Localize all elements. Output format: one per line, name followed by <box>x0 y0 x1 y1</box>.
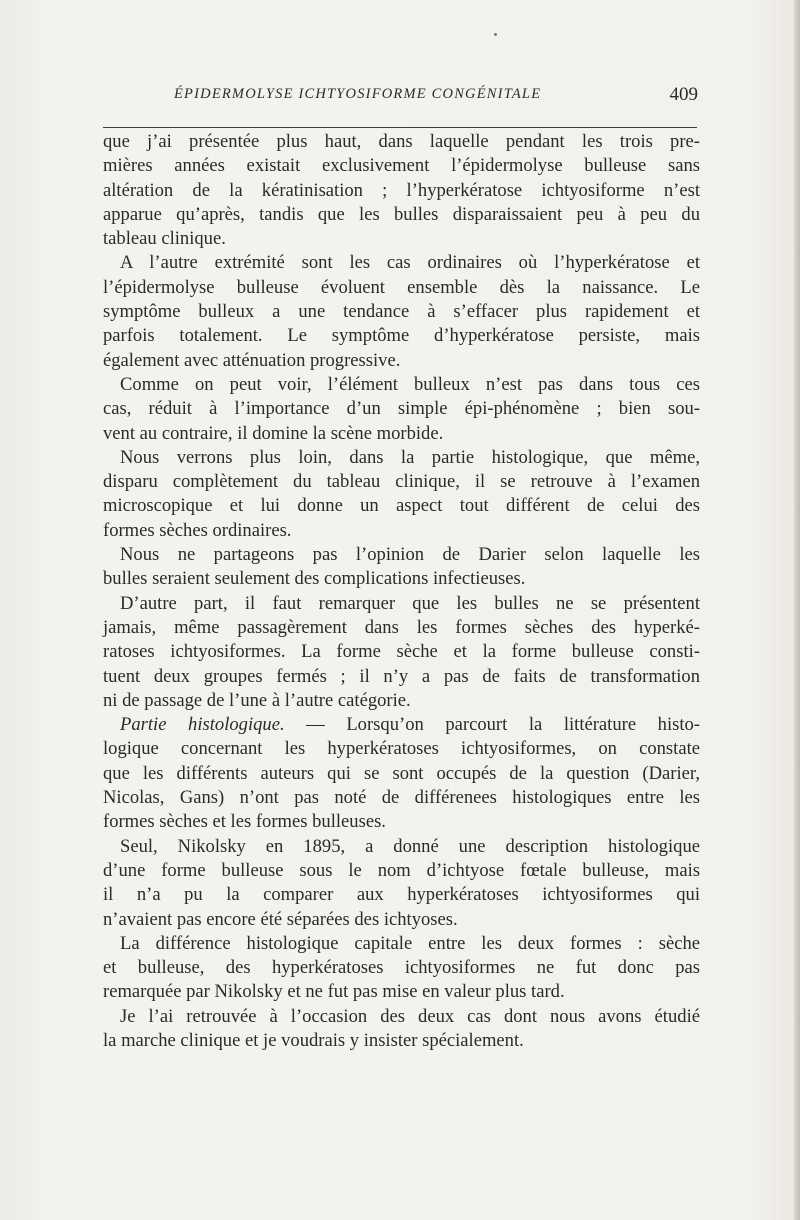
text-line: formes sèches et les formes bulleuses. <box>103 811 386 833</box>
section-line <box>103 713 700 737</box>
text-line: bulles seraient seulement des complications infectieuses. <box>103 568 526 590</box>
section-heading: Partie histologique. <box>120 714 285 736</box>
header-rule <box>103 127 697 128</box>
text-line: que les différents auteurs qui se sont occupés de la question (Darier, <box>103 762 700 784</box>
body-text <box>103 130 700 1053</box>
text-line: La différence histologique capitale entre les deux formes : sèche <box>120 932 700 954</box>
text-line: mières années existait exclusivement l’épidermolyse bulleuse sans <box>103 155 700 177</box>
text-line: cas, réduit à l’importance d’un simple épi-phénomène ; bien sou- <box>103 398 700 420</box>
text-line: vent au contraire, il domine la scène morbide. <box>103 422 444 444</box>
text-line: Nicolas, Gans) n’ont pas noté de différenees histologiques entre les <box>103 787 700 809</box>
text-line: altération de la kératinisation ; l’hyperkératose ichtyosiforme n’est <box>103 179 700 201</box>
text-line: et bulleuse, des hyperkératoses ichtyosiformes ne fut donc pas <box>103 957 700 979</box>
text-line: la marche clinique et je voudrais y insister spécialement. <box>103 1029 524 1051</box>
text-line: tableau clinique. <box>103 228 226 250</box>
text-line: Nous verrons plus loin, dans la partie histologique, que même, <box>120 446 700 468</box>
text-line: que j’ai présentée plus haut, dans laquelle pendant les trois pre- <box>103 131 700 152</box>
text-line: Seul, Nikolsky en 1895, a donné une description histologique <box>120 835 700 857</box>
text-line: disparu complètement du tableau clinique, il se retrouve à l’examen <box>103 471 700 493</box>
text-line: parfois totalement. Le symptôme d’hyperkératose persiste, mais <box>103 325 700 347</box>
text-line: ratoses ichtyosiformes. La forme sèche et la forme bulleuse consti- <box>103 641 700 663</box>
text-line: d’une forme bulleuse sous le nom d’ichtyose fœtale bulleuse, mais <box>103 859 700 881</box>
page-header <box>100 86 700 110</box>
text-line: logique concernant les hyperkératoses ichtyosiformes, on constate <box>103 738 700 760</box>
text-line: Je l’ai retrouvée à l’occasion des deux cas dont nous avons étudié <box>120 1005 700 1027</box>
text-line: Nous ne partageons pas l’opinion de Darier selon laquelle les <box>120 544 700 566</box>
text-line: jamais, même passagèrement dans les formes sèches des hyperké- <box>103 616 700 638</box>
section-line-text: — Lorsqu’on parcourt la littérature histo- <box>284 714 700 736</box>
page-number: 409 <box>669 84 698 105</box>
text-line: symptôme bulleux a une tendance à s’effacer plus rapidement et <box>103 301 700 323</box>
text-line: n’avaient pas encore été séparées des ichtyoses. <box>103 908 458 930</box>
text-line: microscopique et lui donne un aspect tout différent de celui des <box>103 495 700 517</box>
text-line: D’autre part, il faut remarquer que les bulles ne se présentent <box>120 592 700 614</box>
text-line: apparue qu’après, tandis que les bulles disparaissaient peu à peu du <box>103 203 700 225</box>
text-line: A l’autre extrémité sont les cas ordinaires où l’hyperkératose et <box>120 252 700 274</box>
paper-speck <box>494 33 497 36</box>
text-line: l’épidermolyse bulleuse évoluent ensemble dès la naissance. Le <box>103 276 700 298</box>
text-line: formes sèches ordinaires. <box>103 519 292 541</box>
text-line: également avec atténuation progressive. <box>103 349 401 371</box>
text-line: remarquée par Nikolsky et ne fut pas mise en valeur plus tard. <box>103 981 565 1003</box>
page-edge <box>794 0 800 1220</box>
text-line: il n’a pu la comparer aux hyperkératoses ichtyosiformes qui <box>103 884 700 906</box>
text-line: ni de passage de l’une à l’autre catégorie. <box>103 689 411 711</box>
running-title: ÉPIDERMOLYSE ICHTYOSIFORME CONGÉNITALE <box>174 86 542 102</box>
text-line: Comme on peut voir, l’élément bulleux n’est pas dans tous ces <box>120 373 700 395</box>
text-line: tuent deux groupes fermés ; il n’y a pas de faits de transformation <box>103 665 700 687</box>
